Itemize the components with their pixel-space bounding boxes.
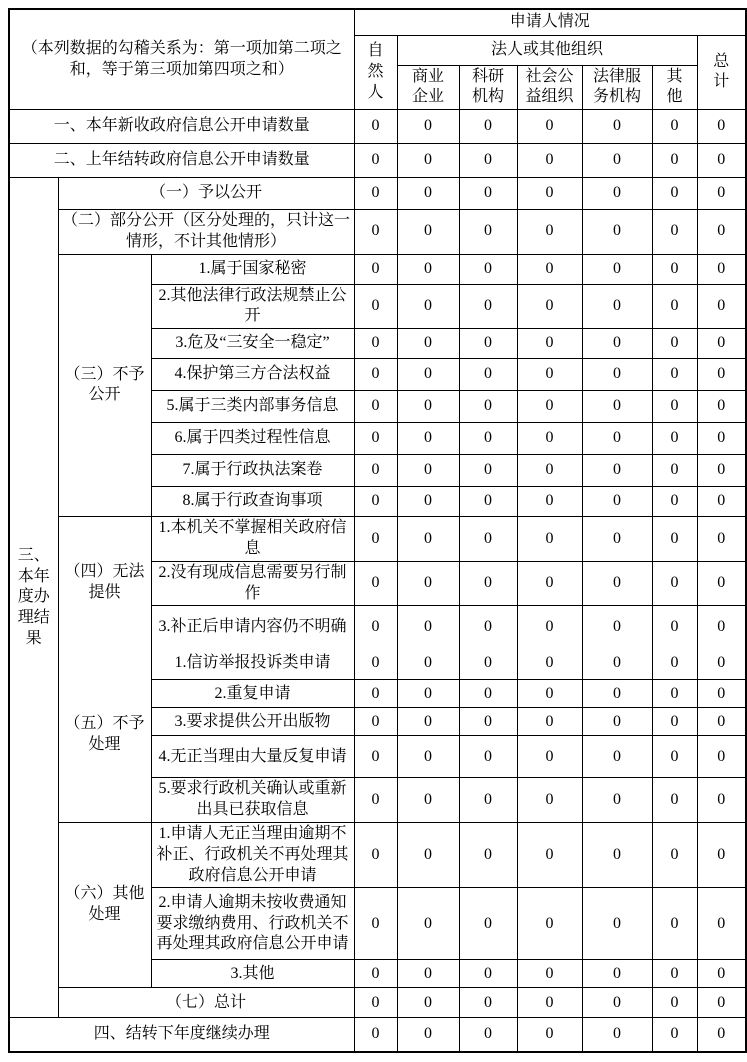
item-label: 1.申请人无正当理由逾期不补正、行政机关不再处理其政府信息公开申请 <box>151 823 354 888</box>
value-cell: 0 <box>459 254 517 284</box>
value-cell: 0 <box>397 455 459 487</box>
header-org-legal-service-label: 法律服务机构 <box>593 67 642 106</box>
value-cell: 0 <box>517 110 582 144</box>
value-cell: 0 <box>582 823 652 888</box>
header-legal-or-other-org: 法人或其他组织 <box>397 35 697 65</box>
table-row <box>9 1018 746 1052</box>
value-cell: 0 <box>697 1018 746 1052</box>
value-cell: 0 <box>354 888 397 960</box>
item-label: 1.信访举报投诉类申请 <box>151 648 354 680</box>
header-org-public-welfare <box>517 65 582 110</box>
value-cell: 0 <box>697 680 746 708</box>
value-cell: 0 <box>697 178 746 210</box>
item-label: 4.无正当理由大量反复申请 <box>151 736 354 778</box>
value-cell: 0 <box>697 284 746 329</box>
table-row <box>9 254 746 284</box>
value-cell: 0 <box>697 210 746 255</box>
table-row <box>9 517 746 562</box>
value-cell: 0 <box>652 778 697 823</box>
value-cell: 0 <box>397 823 459 888</box>
value-cell: 0 <box>517 210 582 255</box>
value-cell: 0 <box>697 144 746 178</box>
item-label: 3.要求提供公开出版物 <box>151 708 354 736</box>
value-cell: 0 <box>397 487 459 517</box>
value-cell: 0 <box>652 391 697 423</box>
value-cell: 0 <box>459 329 517 359</box>
value-cell: 0 <box>582 391 652 423</box>
value-cell: 0 <box>459 708 517 736</box>
header-natural-person-label: 自然人 <box>367 42 384 101</box>
value-cell: 0 <box>354 210 397 255</box>
header-total-label: 总计 <box>713 52 730 91</box>
value-cell: 0 <box>459 359 517 391</box>
value-cell: 0 <box>354 110 397 144</box>
value-cell: 0 <box>459 455 517 487</box>
value-cell: 0 <box>397 1018 459 1052</box>
value-cell: 0 <box>517 648 582 680</box>
value-cell: 0 <box>354 736 397 778</box>
section3-result-label-text: 三、本年度办理结果 <box>17 546 50 647</box>
value-cell: 0 <box>582 487 652 517</box>
value-cell: 0 <box>459 517 517 562</box>
value-cell: 0 <box>397 778 459 823</box>
value-cell: 0 <box>652 517 697 562</box>
value-cell: 0 <box>697 988 746 1018</box>
value-cell: 0 <box>517 708 582 736</box>
value-cell: 0 <box>652 210 697 255</box>
value-cell: 0 <box>697 455 746 487</box>
value-cell: 0 <box>397 517 459 562</box>
value-cell: 0 <box>517 960 582 988</box>
value-cell: 0 <box>697 391 746 423</box>
value-cell: 0 <box>397 391 459 423</box>
value-cell: 0 <box>697 708 746 736</box>
value-cell: 0 <box>582 423 652 455</box>
value-cell: 0 <box>459 110 517 144</box>
value-cell: 0 <box>652 455 697 487</box>
value-cell: 0 <box>397 178 459 210</box>
value-cell: 0 <box>652 988 697 1018</box>
value-cell: 0 <box>459 888 517 960</box>
value-cell: 0 <box>397 210 459 255</box>
header-org-commercial <box>397 65 459 110</box>
value-cell: 0 <box>397 648 459 680</box>
table-row <box>9 110 746 144</box>
value-cell: 0 <box>697 648 746 680</box>
value-cell: 0 <box>582 1018 652 1052</box>
section3-result-label <box>9 178 58 1018</box>
value-cell: 0 <box>354 423 397 455</box>
group-label: （六）其他处理 <box>58 823 151 988</box>
value-cell: 0 <box>397 988 459 1018</box>
value-cell: 0 <box>652 648 697 680</box>
value-cell: 0 <box>582 960 652 988</box>
value-cell: 0 <box>397 284 459 329</box>
value-cell: 0 <box>354 359 397 391</box>
value-cell: 0 <box>697 823 746 888</box>
value-cell: 0 <box>397 329 459 359</box>
value-cell: 0 <box>354 988 397 1018</box>
item-label: 2.重复申请 <box>151 680 354 708</box>
item-label: 7.属于行政执法案卷 <box>151 455 354 487</box>
value-cell: 0 <box>354 561 397 606</box>
item-label: 5.要求行政机关确认或重新出具已获取信息 <box>151 778 354 823</box>
group-label: （四）无法提供 <box>58 517 151 648</box>
value-cell: 0 <box>459 988 517 1018</box>
value-cell: 0 <box>397 561 459 606</box>
value-cell: 0 <box>517 778 582 823</box>
table-row <box>9 988 746 1018</box>
table-row <box>9 178 746 210</box>
value-cell: 0 <box>517 359 582 391</box>
item-label: 5.属于三类内部事务信息 <box>151 391 354 423</box>
group-label: （三）不予公开 <box>58 254 151 517</box>
value-cell: 0 <box>582 561 652 606</box>
value-cell: 0 <box>652 329 697 359</box>
value-cell: 0 <box>397 110 459 144</box>
header-org-legal-service <box>582 65 652 110</box>
value-cell: 0 <box>697 561 746 606</box>
value-cell: 0 <box>517 988 582 1018</box>
value-cell: 0 <box>582 778 652 823</box>
item-label: 2.申请人逾期未按收费通知要求缴纳费用、行政机关不再处理其政府信息公开申请 <box>151 888 354 960</box>
value-cell: 0 <box>397 254 459 284</box>
item-label: 3.危及“三安全一稳定” <box>151 329 354 359</box>
value-cell: 0 <box>459 391 517 423</box>
item-label: 1.属于国家秘密 <box>151 254 354 284</box>
corner-note: （本列数据的勾稽关系为：第一项加第二项之和，等于第三项加第四项之和） <box>9 9 354 110</box>
item-label: 2.没有现成信息需要另行制作 <box>151 561 354 606</box>
value-cell: 0 <box>582 736 652 778</box>
value-cell: 0 <box>354 680 397 708</box>
value-cell: 0 <box>459 680 517 708</box>
value-cell: 0 <box>517 391 582 423</box>
value-cell: 0 <box>517 178 582 210</box>
value-cell: 0 <box>459 778 517 823</box>
value-cell: 0 <box>652 178 697 210</box>
value-cell: 0 <box>459 960 517 988</box>
value-cell: 0 <box>354 144 397 178</box>
value-cell: 0 <box>459 648 517 680</box>
value-cell: 0 <box>397 708 459 736</box>
value-cell: 0 <box>582 648 652 680</box>
value-cell: 0 <box>582 284 652 329</box>
value-cell: 0 <box>459 561 517 606</box>
value-cell: 0 <box>517 736 582 778</box>
value-cell: 0 <box>459 823 517 888</box>
row-label: （七）总计 <box>58 988 354 1018</box>
value-cell: 0 <box>354 606 397 648</box>
value-cell: 0 <box>652 423 697 455</box>
table-row <box>9 144 746 178</box>
header-org-public-welfare-label: 社会公益组织 <box>525 67 574 106</box>
value-cell: 0 <box>582 708 652 736</box>
value-cell: 0 <box>354 284 397 329</box>
value-cell: 0 <box>652 1018 697 1052</box>
value-cell: 0 <box>582 210 652 255</box>
value-cell: 0 <box>354 1018 397 1052</box>
value-cell: 0 <box>517 487 582 517</box>
value-cell: 0 <box>652 561 697 606</box>
value-cell: 0 <box>652 888 697 960</box>
row-label: （一）予以公开 <box>58 178 354 210</box>
value-cell: 0 <box>517 254 582 284</box>
value-cell: 0 <box>354 960 397 988</box>
row-label: （二）部分公开（区分处理的，只计这一情形，不计其他情形） <box>58 210 354 255</box>
value-cell: 0 <box>697 517 746 562</box>
value-cell: 0 <box>582 888 652 960</box>
value-cell: 0 <box>517 329 582 359</box>
value-cell: 0 <box>459 1018 517 1052</box>
value-cell: 0 <box>582 988 652 1018</box>
value-cell: 0 <box>517 823 582 888</box>
value-cell: 0 <box>517 284 582 329</box>
value-cell: 0 <box>397 736 459 778</box>
value-cell: 0 <box>397 359 459 391</box>
item-label: 6.属于四类过程性信息 <box>151 423 354 455</box>
value-cell: 0 <box>652 254 697 284</box>
value-cell: 0 <box>354 778 397 823</box>
value-cell: 0 <box>652 359 697 391</box>
value-cell: 0 <box>459 736 517 778</box>
value-cell: 0 <box>697 110 746 144</box>
row-label: 一、本年新收政府信息公开申请数量 <box>9 110 354 144</box>
value-cell: 0 <box>652 680 697 708</box>
value-cell: 0 <box>459 606 517 648</box>
value-cell: 0 <box>697 254 746 284</box>
value-cell: 0 <box>517 680 582 708</box>
table-row <box>9 823 746 888</box>
value-cell: 0 <box>697 778 746 823</box>
value-cell: 0 <box>582 178 652 210</box>
value-cell: 0 <box>354 455 397 487</box>
value-cell: 0 <box>652 144 697 178</box>
header-applicant-situation: 申请人情况 <box>354 9 746 35</box>
value-cell: 0 <box>582 329 652 359</box>
table-row <box>9 210 746 255</box>
value-cell: 0 <box>582 606 652 648</box>
value-cell: 0 <box>652 960 697 988</box>
value-cell: 0 <box>582 455 652 487</box>
value-cell: 0 <box>582 254 652 284</box>
value-cell: 0 <box>517 455 582 487</box>
value-cell: 0 <box>652 606 697 648</box>
header-org-other <box>652 65 697 110</box>
header-org-commercial-label: 商业企业 <box>412 67 445 106</box>
value-cell: 0 <box>354 823 397 888</box>
value-cell: 0 <box>459 487 517 517</box>
value-cell: 0 <box>582 144 652 178</box>
value-cell: 0 <box>397 888 459 960</box>
header-total <box>697 35 746 110</box>
value-cell: 0 <box>354 648 397 680</box>
value-cell: 0 <box>354 254 397 284</box>
value-cell: 0 <box>354 391 397 423</box>
value-cell: 0 <box>397 960 459 988</box>
header-org-research <box>459 65 517 110</box>
row-label: 四、结转下年度继续办理 <box>9 1018 354 1052</box>
disclosure-request-table <box>8 8 747 1053</box>
value-cell: 0 <box>697 329 746 359</box>
item-label: 2.其他法律行政法规禁止公开 <box>151 284 354 329</box>
table-row <box>9 648 746 680</box>
value-cell: 0 <box>697 606 746 648</box>
value-cell: 0 <box>697 487 746 517</box>
value-cell: 0 <box>459 144 517 178</box>
value-cell: 0 <box>517 888 582 960</box>
value-cell: 0 <box>517 606 582 648</box>
value-cell: 0 <box>697 423 746 455</box>
value-cell: 0 <box>517 561 582 606</box>
header-natural-person <box>354 35 397 110</box>
value-cell: 0 <box>697 960 746 988</box>
value-cell: 0 <box>652 708 697 736</box>
value-cell: 0 <box>517 144 582 178</box>
value-cell: 0 <box>354 487 397 517</box>
group-label: （五）不予处理 <box>58 648 151 823</box>
value-cell: 0 <box>582 517 652 562</box>
value-cell: 0 <box>697 736 746 778</box>
value-cell: 0 <box>697 888 746 960</box>
value-cell: 0 <box>652 823 697 888</box>
value-cell: 0 <box>517 423 582 455</box>
item-label: 1.本机关不掌握相关政府信息 <box>151 517 354 562</box>
value-cell: 0 <box>652 736 697 778</box>
value-cell: 0 <box>517 1018 582 1052</box>
value-cell: 0 <box>354 178 397 210</box>
item-label: 3.其他 <box>151 960 354 988</box>
value-cell: 0 <box>354 708 397 736</box>
value-cell: 0 <box>582 680 652 708</box>
value-cell: 0 <box>397 680 459 708</box>
value-cell: 0 <box>397 423 459 455</box>
item-label: 3.补正后申请内容仍不明确 <box>151 606 354 648</box>
value-cell: 0 <box>517 517 582 562</box>
item-label: 4.保护第三方合法权益 <box>151 359 354 391</box>
header-org-research-label: 科研机构 <box>472 67 505 106</box>
value-cell: 0 <box>652 284 697 329</box>
value-cell: 0 <box>582 359 652 391</box>
value-cell: 0 <box>459 210 517 255</box>
value-cell: 0 <box>459 284 517 329</box>
value-cell: 0 <box>397 606 459 648</box>
value-cell: 0 <box>652 487 697 517</box>
row-label: 二、上年结转政府信息公开申请数量 <box>9 144 354 178</box>
value-cell: 0 <box>582 110 652 144</box>
value-cell: 0 <box>459 178 517 210</box>
value-cell: 0 <box>459 423 517 455</box>
value-cell: 0 <box>397 144 459 178</box>
value-cell: 0 <box>652 110 697 144</box>
value-cell: 0 <box>354 517 397 562</box>
header-org-other-label: 其他 <box>666 67 683 106</box>
value-cell: 0 <box>354 329 397 359</box>
item-label: 8.属于行政查询事项 <box>151 487 354 517</box>
value-cell: 0 <box>697 359 746 391</box>
